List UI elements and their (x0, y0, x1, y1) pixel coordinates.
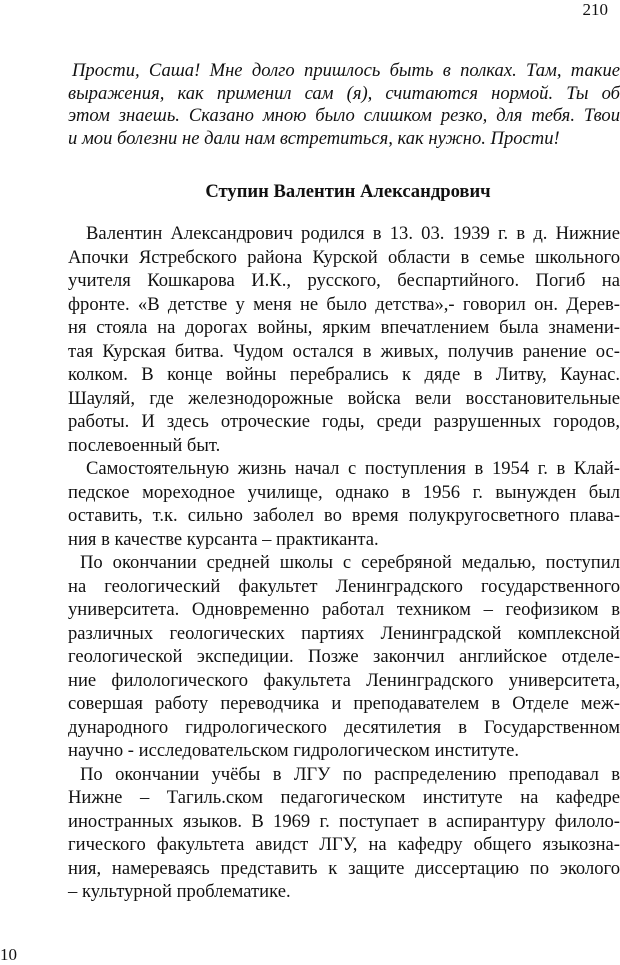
paragraph-line: По окончании средней школы с серебряной медалью, поступил (80, 552, 620, 573)
paragraph-line: совершая работу переводчика и преподавателем в Отделе меж- (68, 693, 620, 714)
paragraph-line: иностранных языков. В 1969 г. поступает в аспирантуру филоло- (68, 810, 620, 832)
paragraph-line: Нижне – Тагиль.ском педагогическом институте на кафедре (68, 787, 620, 808)
paragraph-line: университета. Одновременно работал техником – геофизиком в (68, 599, 620, 620)
paragraph-line: гического факультета авидст ЛГУ, на кафедру общего языкозна- (68, 834, 620, 855)
paragraph-line: учителя Кошкарова И.К., русского, беспартийного. Погиб на (68, 270, 620, 291)
paragraph-university (68, 551, 620, 763)
paragraph-line: – культурной проблематике. (68, 881, 291, 902)
epigraph-line: Прости, Саша! Мне долго пришлось быть в полках. Там, такие (72, 60, 620, 81)
paragraph-line: различных геологических партиях Ленинградской комплексной (68, 622, 620, 644)
paragraph-line: геологической экспедиции. Позже закончил английское отделе- (68, 646, 620, 667)
page-number-top: 210 (582, 0, 608, 19)
paragraph-line: фронте. «В детстве у меня не было детства»,- говорил он. Дерев- (68, 293, 620, 315)
paragraph-line: ние филологического факультета Ленинградского университета, (68, 669, 620, 691)
paragraph-naval-school (68, 457, 620, 551)
section-heading: Ступин Валентин Александрович (205, 181, 491, 202)
paragraph-line: ня стояла на дорогах войны, ярким впечатлением была знамени- (68, 317, 620, 338)
paragraph-line: колком. В конце войны перебрались к дяде в Литву, Каунас. (68, 364, 620, 385)
paragraph-line: Шауляй, где железнодорожные войска вели восстановительные (68, 387, 620, 409)
epigraph-line: выражения, как применил сам (я), считаются нормой. Ты об (68, 82, 620, 104)
paragraph-line: По окончании учёбы в ЛГУ по распределению преподавал в (80, 763, 620, 785)
paragraph-line: Апочки Ястребского района Курской области в семье школьного (68, 246, 620, 268)
epigraph-line: этом знаешь. Сказано мною было слишком резко, для тебя. Твои (68, 105, 620, 126)
paragraph-line: ния в качестве курсанта – практиканта. (68, 528, 379, 550)
paragraph-line: научно - исследовательском гидрологическом институте. (68, 740, 520, 761)
paragraph-biography-intro (68, 222, 620, 457)
page-number-bottom: 10 (0, 945, 17, 964)
paragraph-line: работы. И здесь отроческие годы, среди разрушенных городов, (68, 411, 620, 432)
paragraph-line: на геологический факультет Ленинградского государственного (68, 575, 620, 597)
paragraph-line: Валентин Александрович родился в 13. 03. 1939 г. в д. Нижние (86, 223, 620, 244)
epigraph-line: и мои болезни не дали нам встретиться, как нужно. Прости! (68, 127, 560, 149)
paragraph-line: Самостоятельную жизнь начал с поступления в 1954 г. в Клай- (86, 458, 620, 479)
epigraph (68, 60, 620, 150)
paragraph-teaching (68, 763, 620, 904)
paragraph-line: оставить, т.к. сильно заболел во время полукругосветного плава- (68, 505, 620, 526)
paragraph-line: ния, намереваясь представить к защите диссертацию по эколого (68, 857, 620, 879)
paragraph-line: тая Курская битва. Чудом остался в живых, получив ранение ос- (68, 340, 620, 362)
paragraph-line: послевоенный быт. (68, 434, 221, 456)
paragraph-line: дународного гидрологического десятилетия в Государственном (68, 716, 620, 738)
paragraph-line: педское мореходное училище, однако в 1956 г. вынужден был (68, 481, 620, 503)
page-content (68, 60, 620, 904)
